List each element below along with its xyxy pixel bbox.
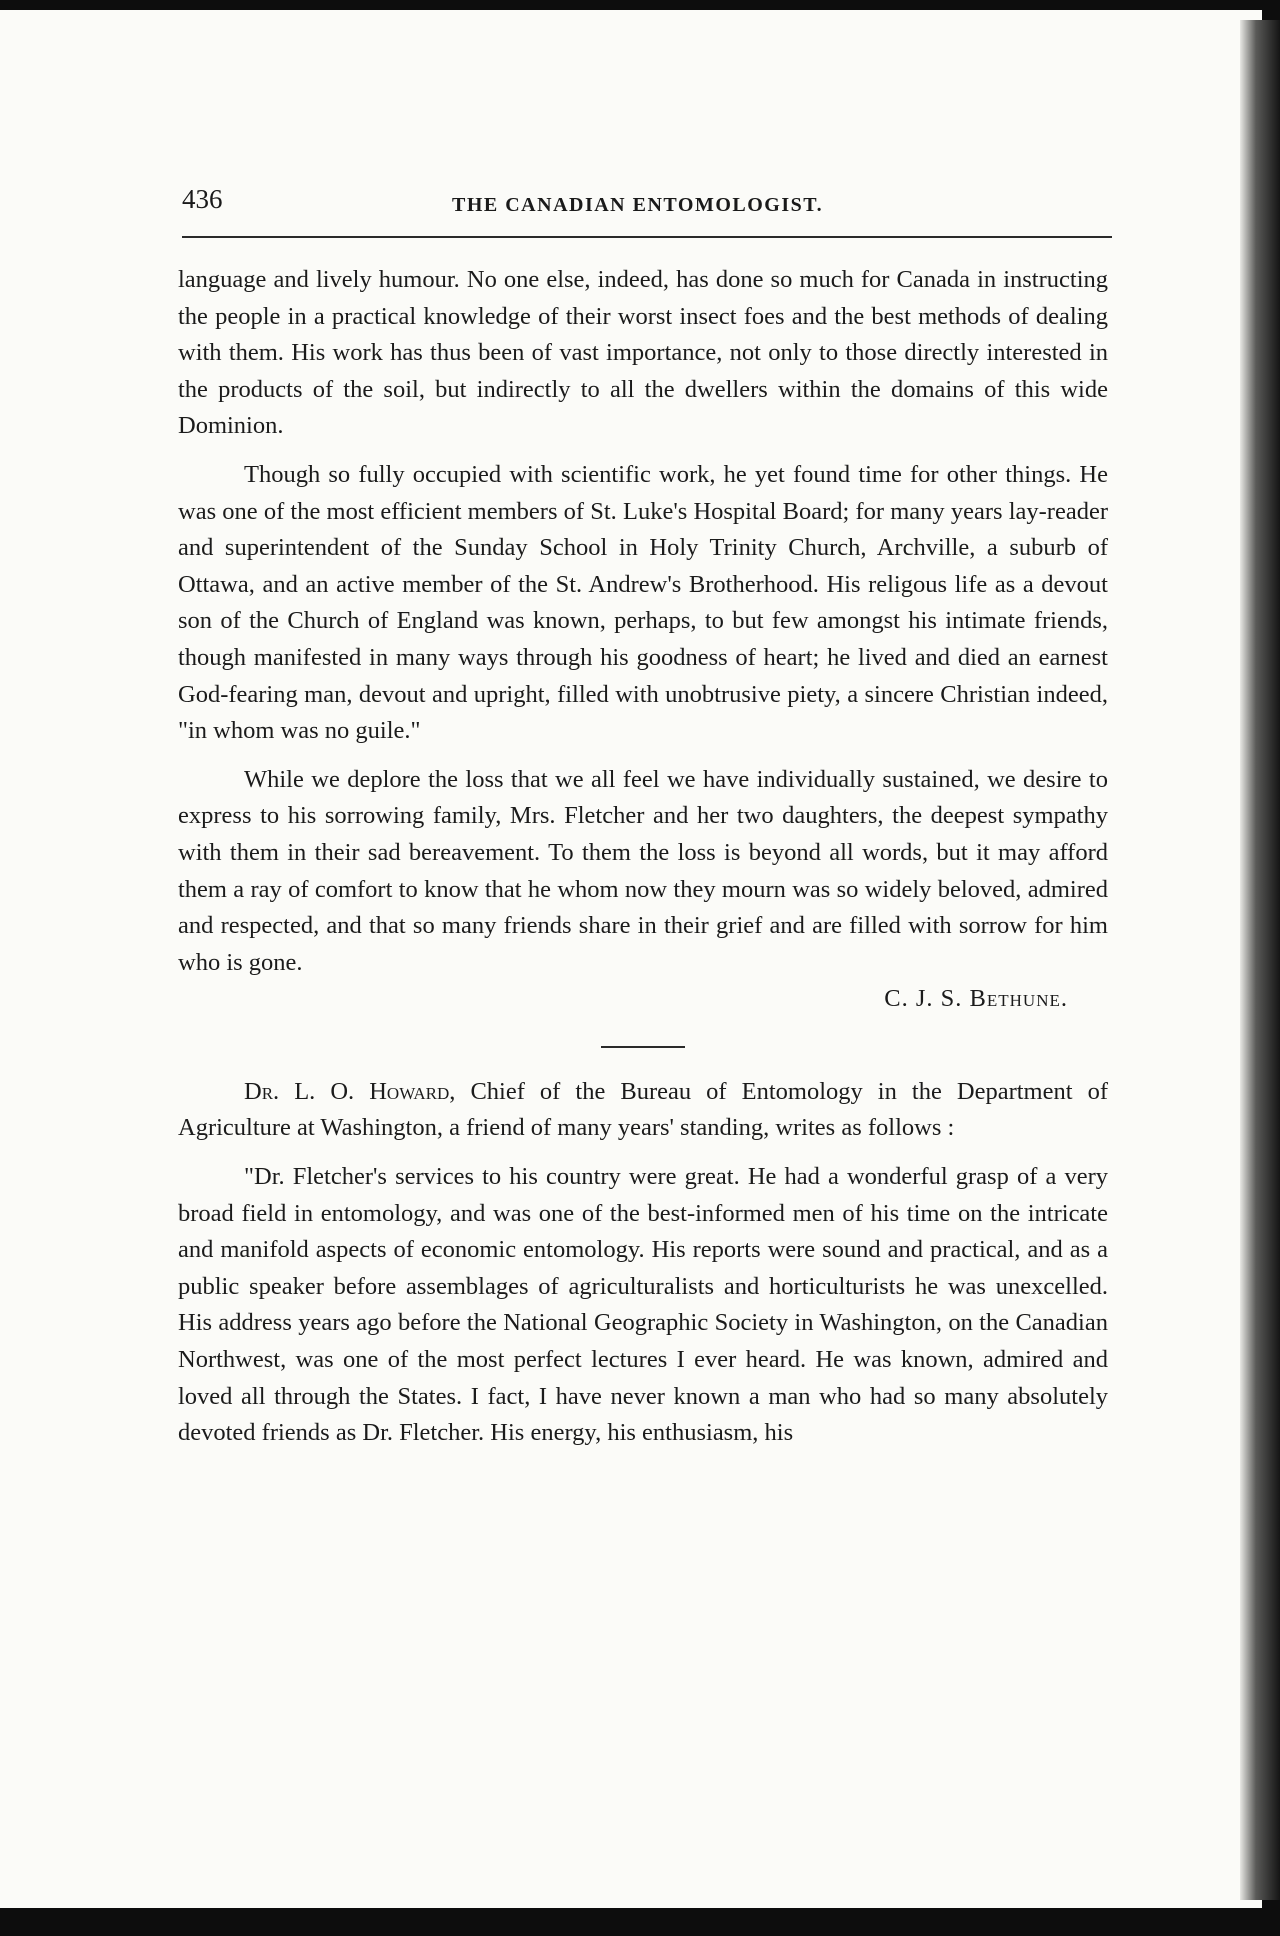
signature-name: C. J. S. Bethune. [884,985,1068,1013]
scan-edge-shadow [1240,20,1280,1900]
signature [178,981,1108,1018]
article-body [178,262,1108,1452]
running-head [182,178,1112,228]
section-divider [601,1046,685,1048]
paragraph-1: language and lively humour. No one else, indeed, has done so much for Canada in instructing the people in a practical knowledge of their worst insect foes and the best methods of dealing with them. His work has thus been of vast importance, not only to those directly interested in the products of the soil, but indirectly to all the dwellers within the domains of this wide Dominion. [178,266,1108,440]
header-rule [182,236,1112,238]
page-number: 436 [182,184,223,214]
paragraph-5: "Dr. Fletcher's services to his country were great. He had a wonderful grasp of a very broad field in entomology, and was one of the best-informed men of his time on the intricate and manifold aspects of economic entomology. His reports were sound and practical, and as a public speaker before assemblages of agriculturalists and horticulturists he was unexcelled. His address years ago before the National Geographic Society in Washington, on the Canadian Northwest, was one of the most perfect lectures I ever heard. He was known, admired and loved all through the States. I fact, I have never known a man who had so many absolutely devoted friends as Dr. Fletcher. His energy, his enthusiasm, his [178,1163,1108,1447]
paragraph-3: While we deplore the loss that we all feel we have individually sustained, we desire to express to his sorrowing family, Mrs. Fletcher and her two daughters, the deepest sympathy with them in their sad bereavement. To them the loss is beyond all words, but it may afford them a ray of comfort to know that he whom now they mourn was so widely beloved, admired and respected, and that so many friends share in their grief and are filled with sorrow for him who is gone. [178,765,1108,976]
journal-title: THE CANADIAN ENTOMOLOGIST. [452,194,824,216]
paragraph-2: Though so fully occupied with scientific work, he yet found time for other things. He was one of the most efficient members of St. Luke's Hospital Board; for many years lay-reader and superintendent of the Sunday School in Holy Trinity Church, Archville, a suburb of Ottawa, and an active member of the St. Andrew's Brotherhood. His religous life as a devout son of the Church of England was known, perhaps, to but few amongst his intimate friends, though manifested in many ways through his goodness of heart; he lived and died an earnest God-fearing man, devout and upright, filled with unobtrusive piety, a sincere Christian indeed, "in whom was no guile." [178,460,1108,745]
paragraph-4-text: Chief of the Bureau of Entomology in the Department of Agriculture at Washington, a friend of many years' standing, writes as follows : [178,1077,1109,1142]
paragraph-4 [178,1074,1108,1147]
correspondent-name: Dr. L. O. Howard, [244,1077,456,1105]
